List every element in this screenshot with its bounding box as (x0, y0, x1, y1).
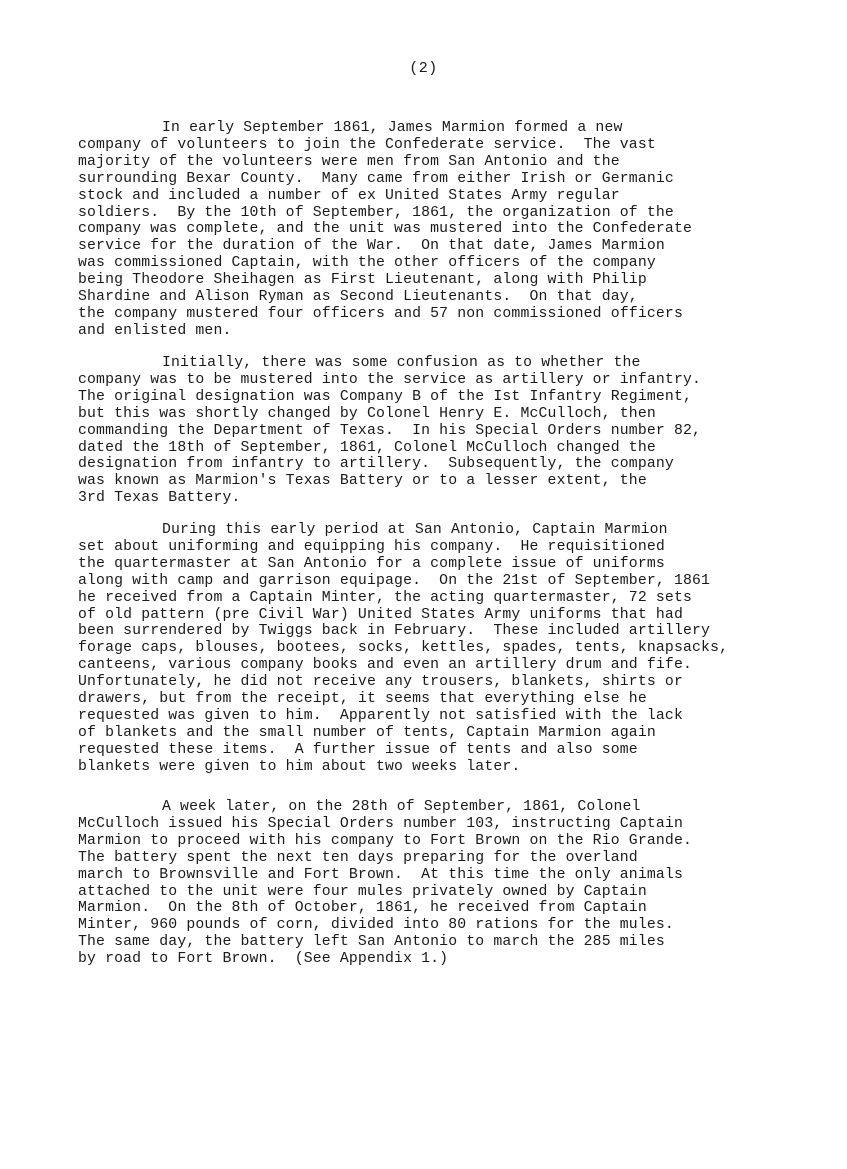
text-line: Unfortunately, he did not receive any trousers, blankets, shirts or (78, 674, 683, 691)
text-line: being Theodore Sheihagen as First Lieutenant, along with Philip (78, 272, 647, 289)
text-line: Initially, there was some confusion as to whether the (162, 355, 641, 371)
text-line: forage caps, blouses, bootees, socks, kettles, spades, tents, knapsacks, (78, 640, 729, 657)
text-line: company was complete, and the unit was mustered into the Confederate (78, 221, 693, 238)
text-line: blankets were given to him about two weeks later. (78, 758, 521, 775)
text-line: set about uniforming and equipping his company. He requisitioned (78, 538, 665, 555)
text-line: The same day, the battery left San Antonio to march the 285 miles (78, 934, 665, 951)
text-line: of old pattern (pre Civil War) United States Army uniforms that had (78, 606, 683, 623)
text-line: In early September 1861, James Marmion formed a new (162, 120, 623, 136)
paragraph-1 (78, 120, 798, 340)
text-line: he received from a Captain Minter, the acting quartermaster, 72 sets (78, 589, 693, 606)
text-line: along with camp and garrison equipage. On the 21st of September, 1861 (78, 572, 711, 589)
paragraph-2 (78, 355, 798, 507)
text-line: stock and included a number of ex United States Army regular (78, 187, 620, 204)
text-line: During this early period at San Antonio, Captain Marmion (162, 522, 668, 538)
text-line: A week later, on the 28th of September, 1861, Colonel (162, 799, 641, 815)
text-line: dated the 18th of September, 1861, Colonel McCulloch changed the (78, 439, 656, 456)
text-line: requested these items. A further issue of tents and also some (78, 741, 638, 758)
text-line: was commissioned Captain, with the other officers of the company (78, 255, 656, 272)
text-line: was known as Marmion's Texas Battery or to a lesser extent, the (78, 473, 647, 490)
text-line: company of volunteers to join the Confederate service. The vast (78, 136, 656, 153)
text-line: the quartermaster at San Antonio for a complete issue of uniforms (78, 555, 665, 572)
text-line: canteens, various company books and even an artillery drum and fife. (78, 657, 693, 674)
text-line: drawers, but from the receipt, it seems that everything else he (78, 691, 647, 708)
text-line: The battery spent the next ten days preparing for the overland (78, 849, 638, 866)
text-line: of blankets and the small number of tents, Captain Marmion again (78, 724, 656, 741)
text-line: Marmion to proceed with his company to Fort Brown on the Rio Grande. (78, 832, 693, 849)
text-line: designation from infantry to artillery. Subsequently, the company (78, 456, 674, 473)
text-line: commanding the Department of Texas. In his Special Orders number 82, (78, 422, 702, 439)
text-line: attached to the unit were four mules privately owned by Captain (78, 883, 647, 900)
text-line: 3rd Texas Battery. (78, 490, 241, 507)
text-line: but this was shortly changed by Colonel Henry E. McCulloch, then (78, 405, 656, 422)
paragraph-4 (78, 799, 798, 968)
text-line: surrounding Bexar County. Many came from either Irish or Germanic (78, 170, 674, 187)
text-line: The original designation was Company B of the Ist Infantry Regiment, (78, 388, 693, 405)
text-line: march to Brownsville and Fort Brown. At this time the only animals (78, 866, 683, 883)
text-line: Minter, 960 pounds of corn, divided into 80 rations for the mules. (78, 917, 674, 934)
text-line: and enlisted men. (78, 322, 232, 339)
text-line: the company mustered four officers and 57 non commissioned officers (78, 305, 683, 322)
text-line: soldiers. By the 10th of September, 1861, the organization of the (78, 204, 674, 221)
text-line: McCulloch issued his Special Orders number 103, instructing Captain (78, 815, 683, 832)
text-line: requested was given to him. Apparently not satisfied with the lack (78, 707, 683, 724)
text-line: been surrendered by Twiggs back in February. These included artillery (78, 623, 711, 640)
page-number: (2) (409, 60, 438, 77)
text-line: by road to Fort Brown. (See Appendix 1.) (78, 951, 449, 968)
text-line: Shardine and Alison Ryman as Second Lieutenants. On that day, (78, 289, 638, 306)
text-line: majority of the volunteers were men from San Antonio and the (78, 153, 620, 170)
text-line: Marmion. On the 8th of October, 1861, he received from Captain (78, 900, 647, 917)
text-line: service for the duration of the War. On that date, James Marmion (78, 238, 665, 255)
text-line: company was to be mustered into the service as artillery or infantry. (78, 371, 702, 388)
paragraph-3 (78, 522, 798, 776)
